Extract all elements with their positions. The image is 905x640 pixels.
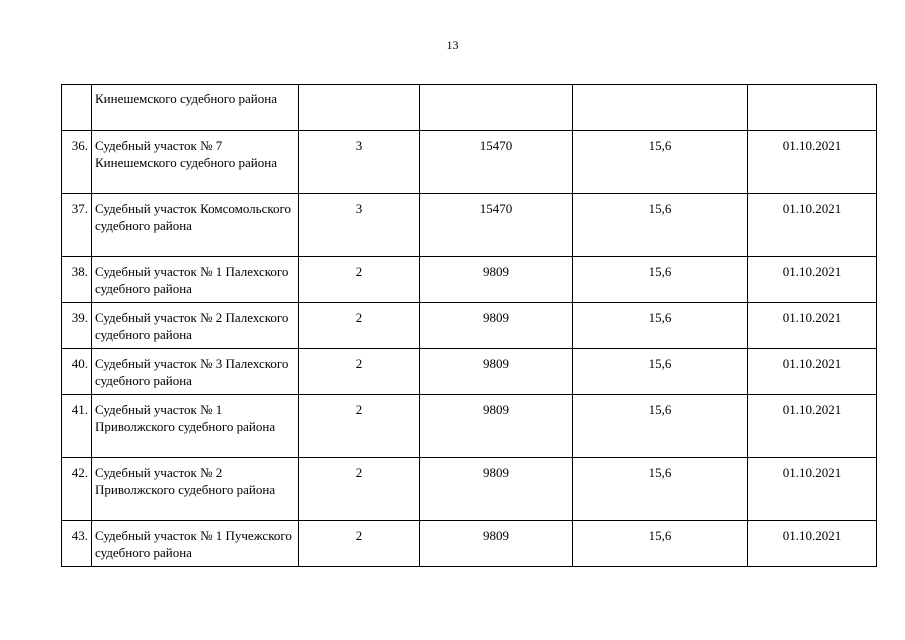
cell-col4: 9809 <box>420 349 573 395</box>
cell-col6: 01.10.2021 <box>748 194 877 257</box>
cell-col6: 01.10.2021 <box>748 303 877 349</box>
cell-col5: 15,6 <box>573 458 748 521</box>
cell-col3: 2 <box>299 521 420 567</box>
row-number: 40. <box>62 349 92 395</box>
cell-col5: 15,6 <box>573 395 748 458</box>
cell-col6 <box>748 85 877 131</box>
precinct-name: Судебный участок № 7 Кинешемского судебного района <box>92 131 299 194</box>
cell-col4: 9809 <box>420 521 573 567</box>
table-row <box>62 303 877 349</box>
cell-col3: 2 <box>299 303 420 349</box>
row-number: 41. <box>62 395 92 458</box>
cell-col5: 15,6 <box>573 194 748 257</box>
cell-col5: 15,6 <box>573 303 748 349</box>
cell-col6: 01.10.2021 <box>748 349 877 395</box>
cell-col4: 15470 <box>420 194 573 257</box>
cell-col3: 2 <box>299 395 420 458</box>
table-row <box>62 257 877 303</box>
cell-col5: 15,6 <box>573 131 748 194</box>
cell-col4: 9809 <box>420 303 573 349</box>
cell-col4: 9809 <box>420 458 573 521</box>
row-number: 38. <box>62 257 92 303</box>
precinct-name: Судебный участок № 2 Приволжского судебного района <box>92 458 299 521</box>
cell-col3: 2 <box>299 349 420 395</box>
row-number: 37. <box>62 194 92 257</box>
table-row <box>62 85 877 131</box>
cell-col4 <box>420 85 573 131</box>
table-row <box>62 349 877 395</box>
table-row <box>62 395 877 458</box>
cell-col3: 2 <box>299 458 420 521</box>
precinct-name: Судебный участок Комсомольского судебного района <box>92 194 299 257</box>
cell-col5: 15,6 <box>573 521 748 567</box>
row-number <box>62 85 92 131</box>
precinct-name: Судебный участок № 3 Палехского судебного района <box>92 349 299 395</box>
table-row <box>62 458 877 521</box>
cell-col3: 3 <box>299 194 420 257</box>
row-number: 39. <box>62 303 92 349</box>
cell-col5: 15,6 <box>573 257 748 303</box>
row-number: 42. <box>62 458 92 521</box>
row-number: 36. <box>62 131 92 194</box>
precinct-name: Судебный участок № 1 Приволжского судебного района <box>92 395 299 458</box>
precinct-name: Судебный участок № 1 Палехского судебного района <box>92 257 299 303</box>
cell-col3: 3 <box>299 131 420 194</box>
row-number: 43. <box>62 521 92 567</box>
table-row <box>62 194 877 257</box>
table-row <box>62 131 877 194</box>
precinct-name: Судебный участок № 1 Пучежского судебного района <box>92 521 299 567</box>
cell-col4: 9809 <box>420 395 573 458</box>
precinct-name: Судебный участок № 2 Палехского судебного района <box>92 303 299 349</box>
table-row <box>62 521 877 567</box>
cell-col6: 01.10.2021 <box>748 131 877 194</box>
cell-col3 <box>299 85 420 131</box>
page-number: 13 <box>446 38 459 52</box>
cell-col5 <box>573 85 748 131</box>
cell-col6: 01.10.2021 <box>748 521 877 567</box>
cell-col3: 2 <box>299 257 420 303</box>
cell-col6: 01.10.2021 <box>748 395 877 458</box>
cell-col6: 01.10.2021 <box>748 257 877 303</box>
cell-col5: 15,6 <box>573 349 748 395</box>
court-precincts-table <box>61 84 877 567</box>
precinct-name: Кинешемского судебного района <box>92 85 299 131</box>
cell-col4: 9809 <box>420 257 573 303</box>
cell-col4: 15470 <box>420 131 573 194</box>
cell-col6: 01.10.2021 <box>748 458 877 521</box>
